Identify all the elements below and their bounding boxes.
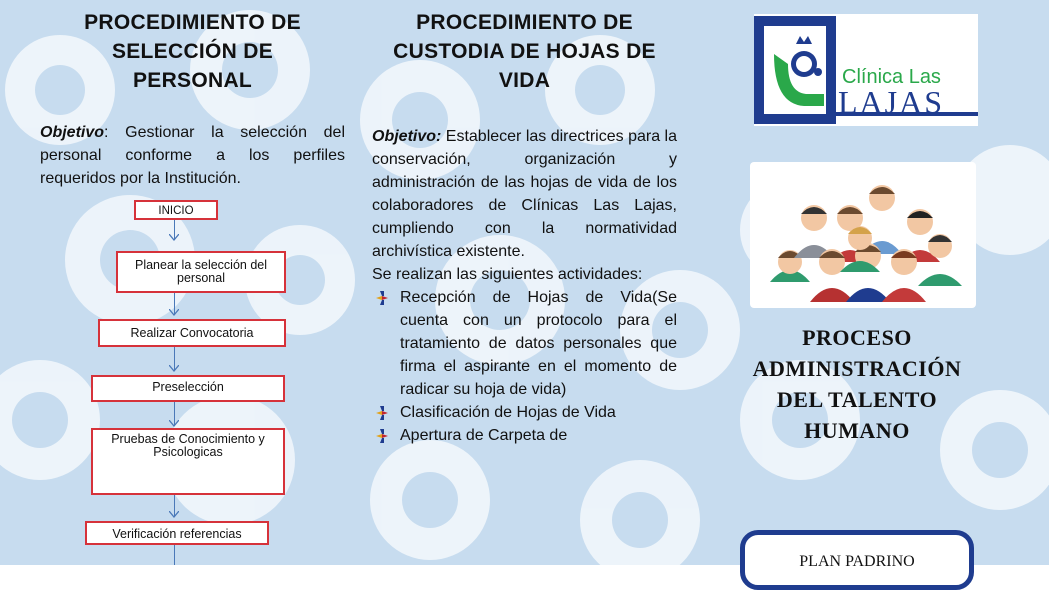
activity-text: Recepción de Hojas de Vida(Se cuenta con un protocolo para el tratamiento de datos personales que firma el aspirante en el momento de radicar su hoja de vida) (400, 289, 677, 398)
flow-connector (174, 545, 175, 565)
objective-text: : Gestionar la selección del personal conforme a los perfiles requeridos por la Institución. (40, 124, 345, 187)
objective-label: Objetivo: (372, 128, 442, 145)
list-item (400, 286, 677, 401)
logo-text-line2: LAJAS (838, 84, 945, 120)
section-title-seleccion (40, 8, 345, 95)
flow-step-convocatoria: Realizar Convocatoria (98, 319, 286, 347)
activities-list (372, 286, 677, 447)
flow-step-inicio: INICIO (134, 200, 218, 220)
list-item (400, 424, 677, 447)
objective-label: Objetivo (40, 124, 105, 141)
title-line: DEL TALENTO (776, 387, 938, 412)
plan-padrino-label: PLAN PADRINO (799, 553, 915, 570)
arrow-down-icon (169, 365, 179, 372)
title-line: ADMINISTRACIÓN (752, 356, 962, 381)
arrow-down-icon (169, 309, 179, 316)
title-line: PROCEDIMIENTO DE (84, 11, 301, 34)
list-item (400, 401, 677, 424)
bullet-arrow-icon (374, 428, 390, 444)
title-line: PROCESO (802, 325, 912, 350)
flow-step-planear: Planear la selección del personal (116, 251, 286, 293)
activity-text: Clasificación de Hojas de Vida (400, 404, 616, 421)
column-seleccion-personal (40, 0, 345, 565)
team-illustration (750, 162, 976, 308)
people-group-icon (750, 162, 976, 308)
flow-step-pruebas: Pruebas de Conocimiento y Psicologicas (91, 428, 285, 495)
arrow-down-icon (169, 511, 179, 518)
title-line: SELECCIÓN DE (111, 40, 274, 63)
column-cover (728, 0, 1049, 570)
objective-text: Establecer las directrices para la conservación, organización y administración de las hojas de vida de los colaboradores de Clínicas Las Lajas, cumpliendo con la normatividad archivística existente. (372, 128, 677, 260)
column-custodia-hojas (372, 0, 677, 565)
flowchart (40, 195, 345, 565)
objective-paragraph (372, 125, 677, 263)
activity-text: Apertura de Carpeta de (400, 427, 568, 444)
section-title-custodia (372, 8, 677, 95)
title-line: PROCEDIMIENTO DE (416, 11, 633, 34)
title-line: VIDA (498, 69, 551, 92)
flow-step-preseleccion: Preselección (91, 375, 285, 402)
flow-step-referencias: Verificación referencias (85, 521, 269, 545)
title-line: PERSONAL (132, 69, 253, 92)
activities-intro: Se realizan las siguientes actividades: (372, 266, 643, 283)
title-line: HUMANO (804, 418, 910, 443)
arrow-down-icon (169, 420, 179, 427)
arrow-down-icon (169, 234, 179, 241)
bullet-arrow-icon (374, 290, 390, 306)
plan-padrino-badge (740, 530, 974, 590)
clinic-logo (754, 14, 978, 126)
objective-paragraph (40, 121, 345, 190)
bullet-arrow-icon (374, 405, 390, 421)
logo-text-line1: Clínica Las (842, 66, 941, 88)
process-title (728, 322, 986, 446)
title-line: CUSTODIA DE HOJAS DE (393, 40, 656, 63)
